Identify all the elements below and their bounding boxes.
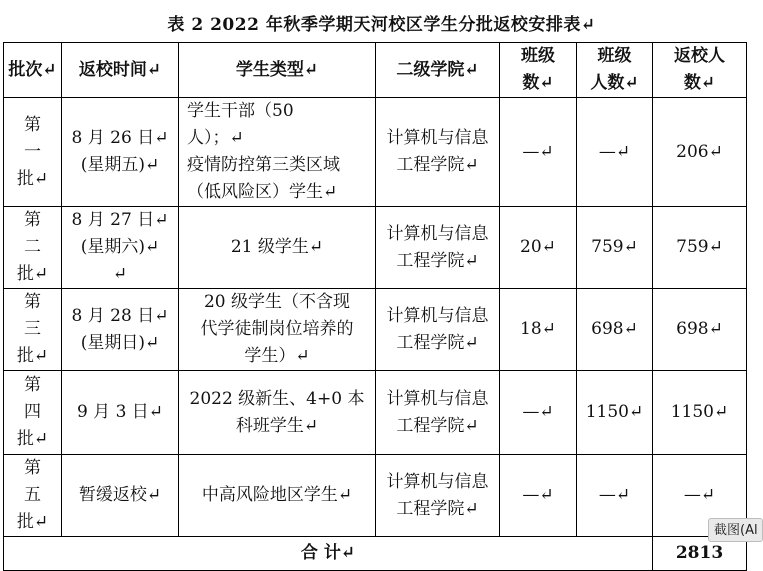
batch-cell: 第 一 批↵ bbox=[4, 98, 62, 207]
return-cell: 1150↵ bbox=[653, 371, 747, 455]
college-cell: 计算机与信息 工程学院↵ bbox=[376, 289, 500, 371]
class-people-cell: 698↵ bbox=[577, 289, 653, 371]
classes-cell: 18↵ bbox=[500, 289, 577, 371]
college-cell: 计算机与信息 工程学院↵ bbox=[376, 455, 500, 537]
batch-cell: 第 三 批↵ bbox=[4, 289, 62, 371]
type-cell: 20 级学生（不含现 代学徒制岗位培养的 学生）↵ bbox=[179, 289, 376, 371]
class-people-cell: 759↵ bbox=[577, 207, 653, 289]
schedule-table bbox=[3, 42, 747, 571]
table-title: 表 2 2022 年秋季学期天河校区学生分批返校安排表↵ bbox=[167, 15, 596, 35]
class-people-cell: 1150↵ bbox=[577, 371, 653, 455]
type-cell: 中高风险地区学生↵ bbox=[179, 455, 376, 537]
type-cell: 21 级学生↵ bbox=[179, 207, 376, 289]
college-cell: 计算机与信息 工程学院↵ bbox=[376, 98, 500, 207]
table-row bbox=[4, 289, 747, 371]
college-cell: 计算机与信息 工程学院↵ bbox=[376, 207, 500, 289]
time-cell: 暂缓返校↵ bbox=[62, 455, 179, 537]
screenshot-ai-badge[interactable]: 截图(Al bbox=[708, 518, 763, 542]
class-people-cell: —↵ bbox=[577, 455, 653, 537]
type-cell: 2022 级新生、4+0 本 科班学生↵ bbox=[179, 371, 376, 455]
header-classes: 班级 数↵ bbox=[500, 43, 577, 98]
table-row bbox=[4, 207, 747, 289]
total-value: 2813 bbox=[653, 537, 747, 571]
classes-cell: —↵ bbox=[500, 455, 577, 537]
batch-cell: 第 四 批↵ bbox=[4, 371, 62, 455]
header-batch: 批次↵ bbox=[4, 43, 62, 98]
time-cell: 8 月 26 日↵ (星期五)↵ bbox=[62, 98, 179, 207]
return-cell: 698↵ bbox=[653, 289, 747, 371]
type-cell: 学生干部（50 人）；↵ 疫情防控第三类区域 （低风险区）学生↵ bbox=[179, 98, 376, 207]
time-cell: 8 月 28 日↵ (星期日)↵ bbox=[62, 289, 179, 371]
total-row bbox=[4, 537, 747, 571]
return-cell: 206↵ bbox=[653, 98, 747, 207]
return-cell: 759↵ bbox=[653, 207, 747, 289]
total-label: 合 计↵ bbox=[4, 537, 653, 571]
time-cell: 9 月 3 日↵ bbox=[62, 371, 179, 455]
college-cell: 计算机与信息 工程学院↵ bbox=[376, 371, 500, 455]
batch-cell: 第 五 批↵ bbox=[4, 455, 62, 537]
batch-cell: 第 二 批↵ bbox=[4, 207, 62, 289]
header-type: 学生类型↵ bbox=[179, 43, 376, 98]
header-college: 二级学院↵ bbox=[376, 43, 500, 98]
header-return: 返校人 数↵ bbox=[653, 43, 747, 98]
header-class-people: 班级 人数↵ bbox=[577, 43, 653, 98]
return-cell: —↵ bbox=[653, 455, 747, 537]
table-row bbox=[4, 98, 747, 207]
class-people-cell: —↵ bbox=[577, 98, 653, 207]
time-cell: 8 月 27 日↵ (星期六)↵ ↵ bbox=[62, 207, 179, 289]
table-row bbox=[4, 455, 747, 537]
classes-cell: 20↵ bbox=[500, 207, 577, 289]
classes-cell: —↵ bbox=[500, 98, 577, 207]
header-time: 返校时间↵ bbox=[62, 43, 179, 98]
classes-cell: —↵ bbox=[500, 371, 577, 455]
table-row bbox=[4, 371, 747, 455]
header-row bbox=[4, 43, 747, 98]
